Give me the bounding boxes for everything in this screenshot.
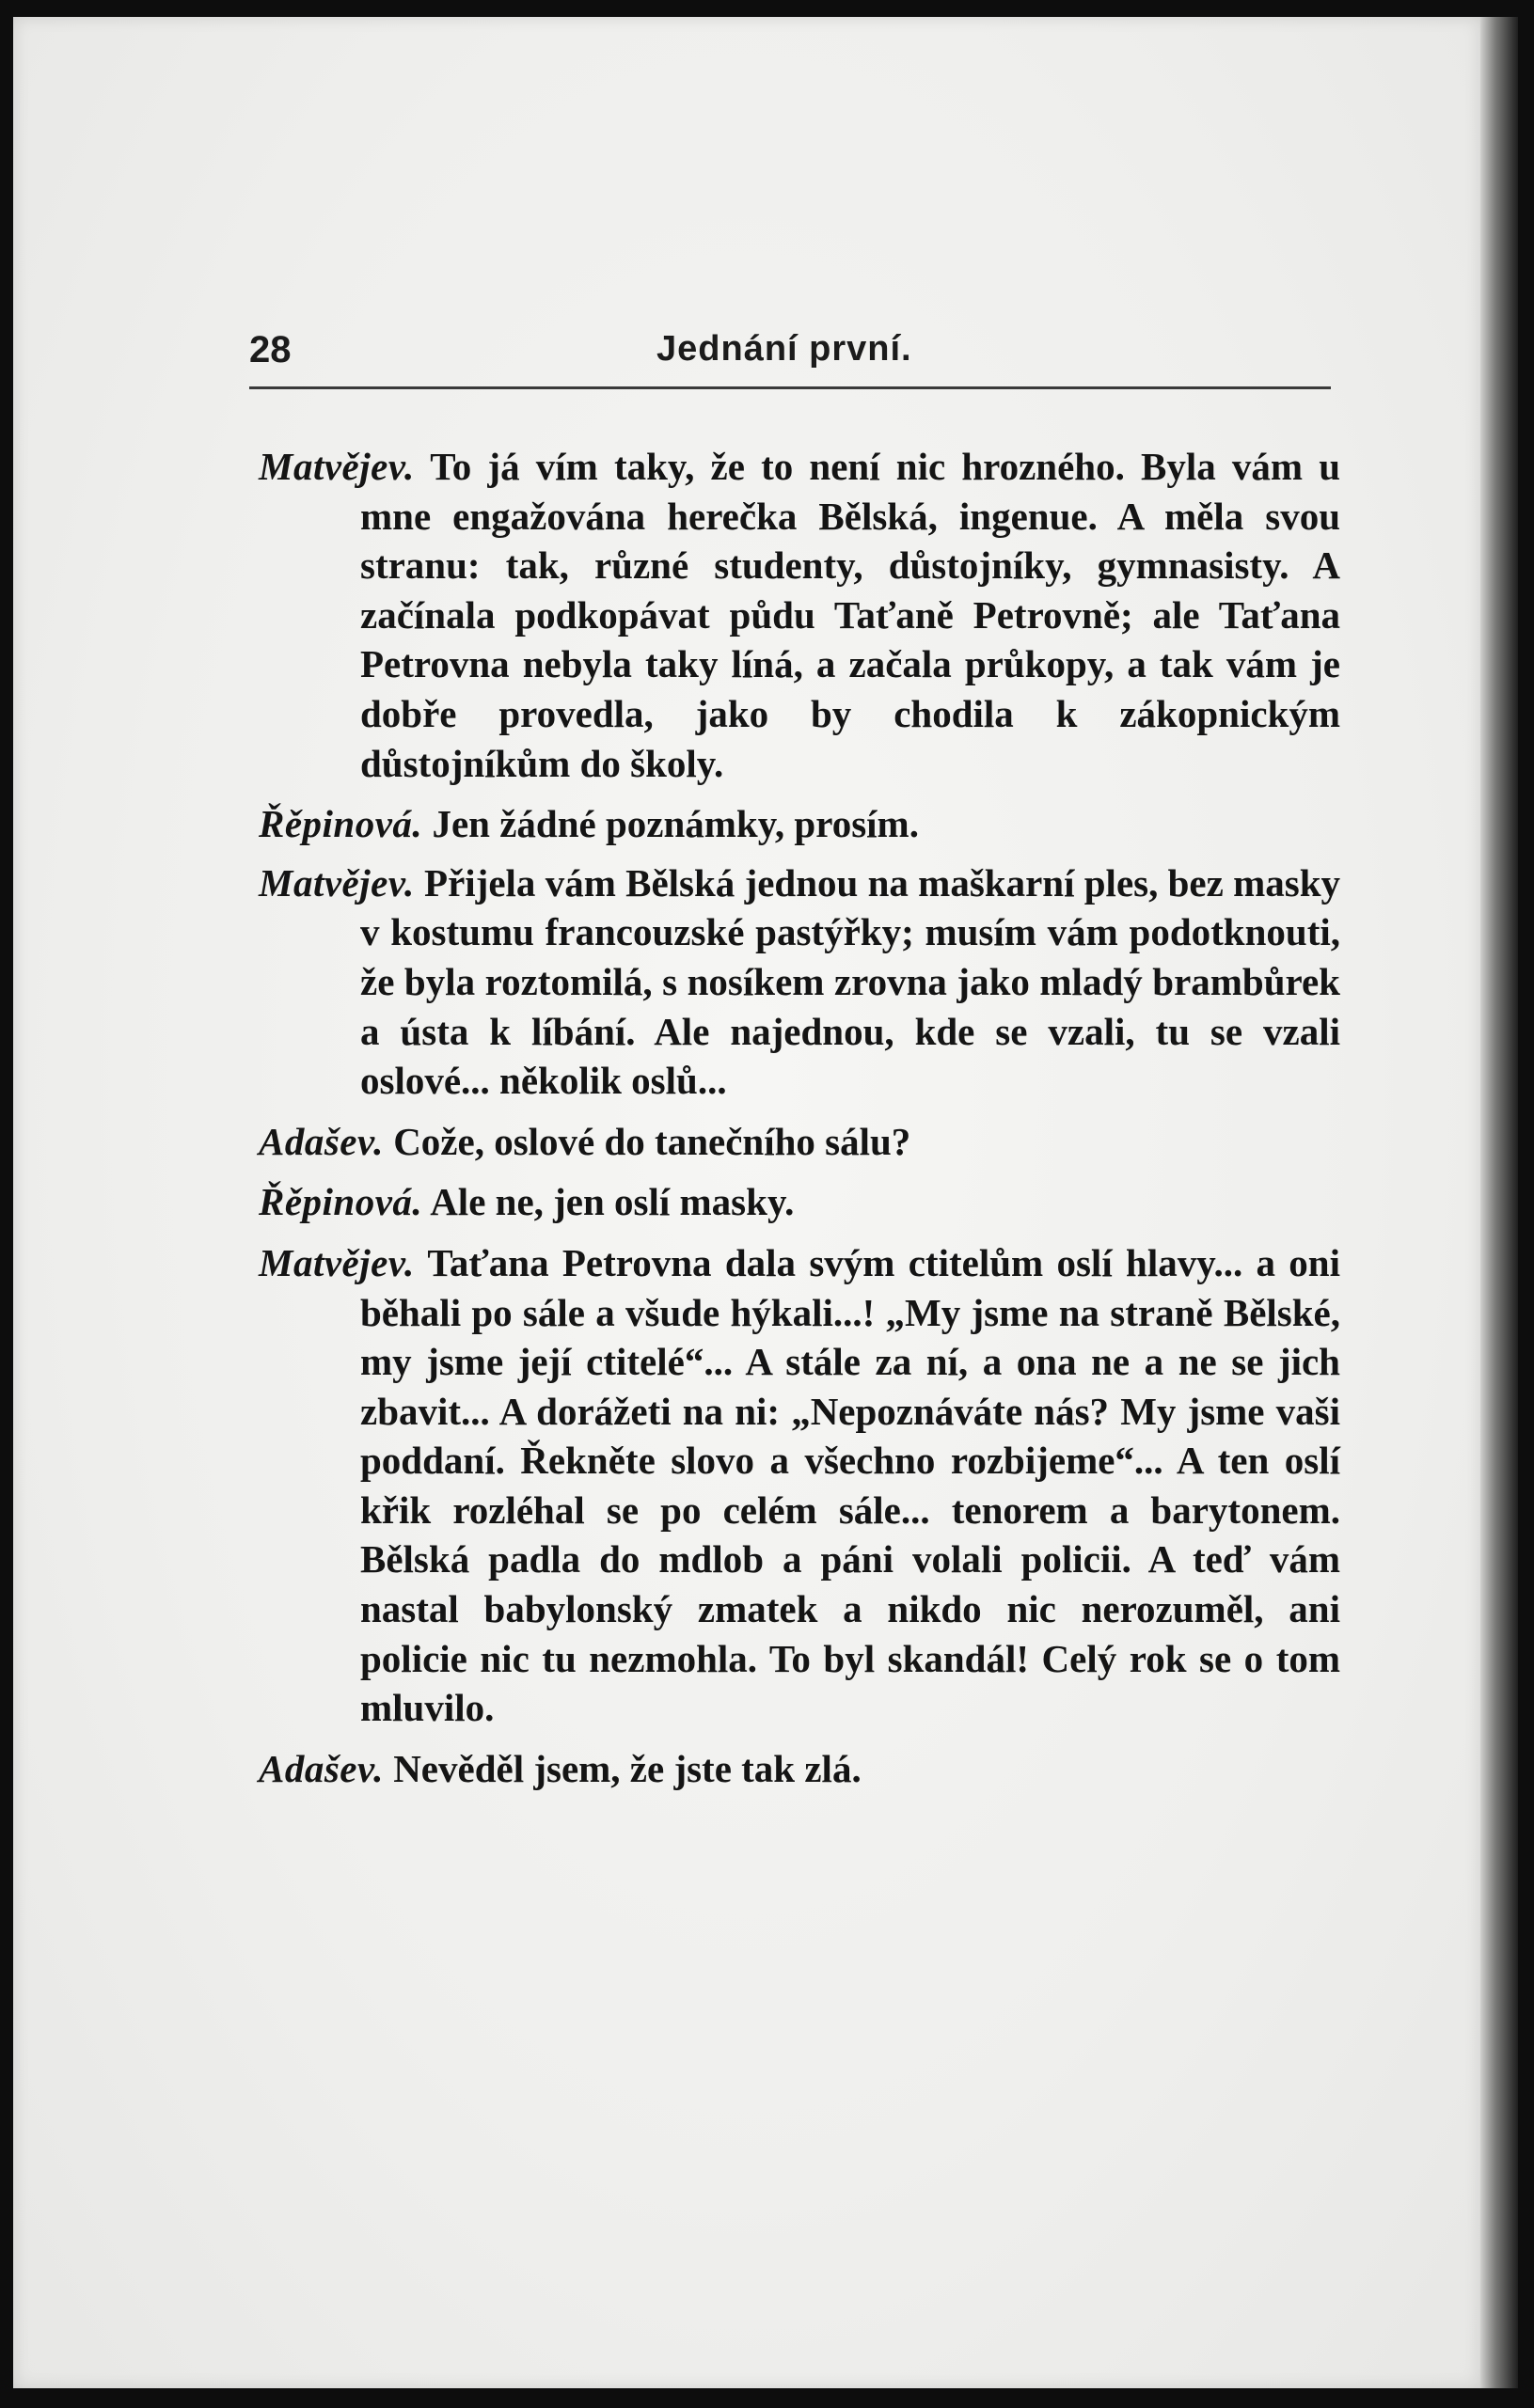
speech-paragraph [259,1238,1340,1733]
speaker-name: Řěpinová. [259,802,423,846]
speaker-name: Adašev. [259,1119,384,1163]
speaker-name: Matvějev. [259,860,415,905]
page-header [249,329,1345,386]
speaker-name: Matvějev. [259,1240,415,1284]
header-rule [249,386,1331,389]
speech-text: Jen žádné poznámky, prosím. [432,802,919,846]
speech-paragraph [259,1117,1340,1167]
speech-text: Ale ne, jen oslí masky. [430,1180,795,1224]
speech-paragraph [259,799,1340,849]
speech-text: Taťana Petrovna dala svým ctitelům oslí hlavy... a oni běhali po sále a všude hýkali...! „My jsme na straně Bělské, my jsme její ctitelé“... A stále za ní, a ona ne a ne se jich zbavit... A dorážeti na ni: „Nepoznáváte nás? My jsme vaši poddaní. Řekněte slovo a všechno rozbijeme“... A ten oslí křik rozléhal se po celém sále... tenorem a barytonem. Bělská padla do mdlob a páni volali policii. A teď vám nastal babylonský zmatek a nikdo nic nerozuměl, ani policie nic tu nezmohla. To byl skandál! Celý rok se o tom mluvilo. [360,1240,1340,1730]
speech-paragraph [259,442,1340,788]
speech-text: Přijela vám Bělská jednou na maškarní ples, bez masky v kostumu francouzské pastýřky; musím vám podotknouti, že byla roztomilá, s nosíkem zrovna jako mladý brambůrek a ústa k líbání. Ale najednou, kde se vzali, tu se vzali oslové... několik oslů... [360,860,1341,1103]
speech-text: Cože, oslové do tanečního sálu? [393,1119,911,1163]
page-edge-shadow [1480,17,1518,2388]
speaker-name: Matvějev. [259,445,415,488]
dialogue-text [259,442,1340,1804]
speaker-name: Řěpinová. [259,1180,423,1224]
speech-paragraph [259,1744,1340,1794]
speech-paragraph [259,1177,1340,1227]
page-number: 28 [249,329,292,370]
speech-text: Nevěděl jsem, že jste tak zlá. [393,1746,862,1790]
speaker-name: Adašev. [259,1746,384,1790]
running-head: Jednání první. [656,329,912,369]
speech-text: To já vím taky, že to není nic hrozného. Byla vám u mne engažována herečka Bělská, ingenue. A měla svou stranu: tak, různé studenty, důstojníky, gymnasisty. A začínala podkopávat půdu Taťaně Petrovně; ale Taťana Petrovna nebyla taky líná, a začala průkopy, a tak vám je dobře provedla, jako by chodila k zákopnickým důstojníkům do školy. [360,445,1340,785]
speech-paragraph [259,858,1340,1106]
